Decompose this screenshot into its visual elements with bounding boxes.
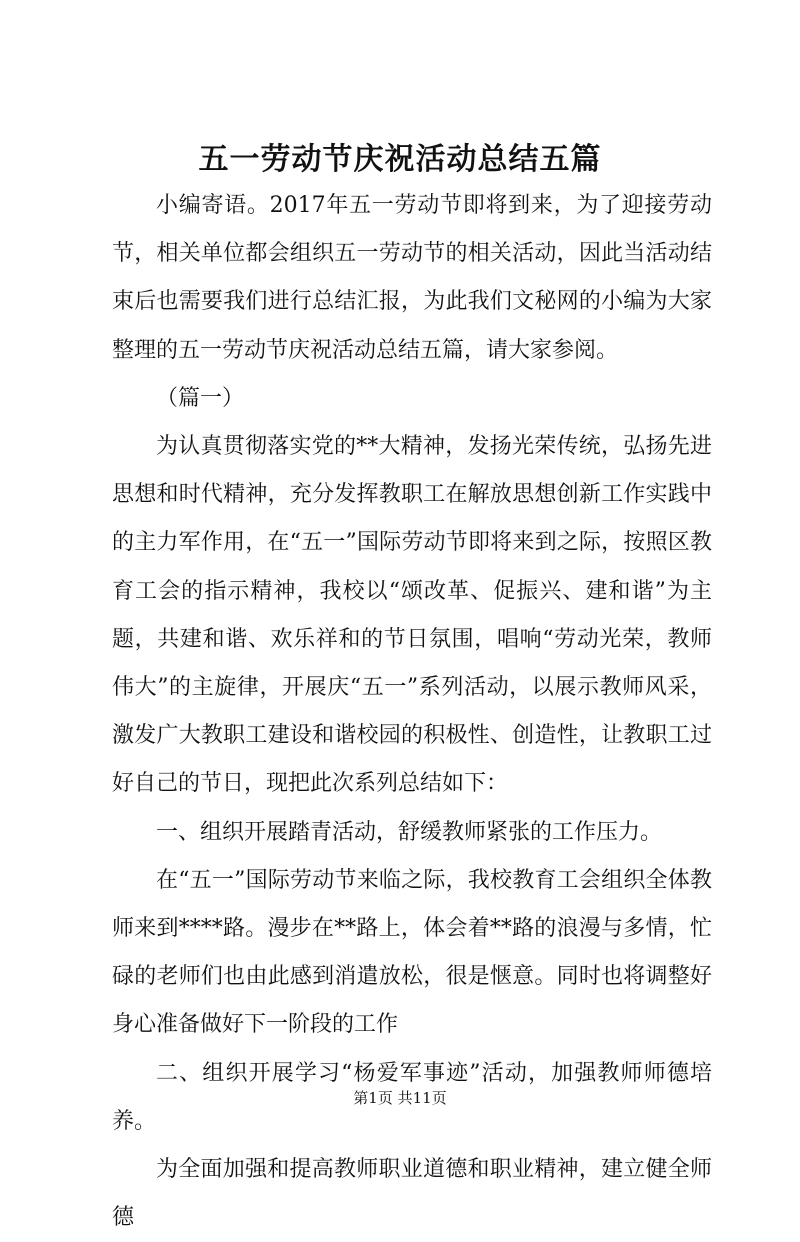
- document-body: [112, 182, 712, 1242]
- heading-item-one: 一、组织开展踏青活动，舒缓教师紧张的工作压力。: [156, 819, 663, 845]
- document-title: 五一劳动节庆祝活动总结五篇: [198, 142, 602, 177]
- paragraph-intro: 小编寄语。2017年五一劳动节即将到来，为了迎接劳动节，相关单位都会组织五一劳动节的相关活动，因此当活动结束后也需要我们进行总结汇报，为此我们文秘网的小编为大家整理的五一劳动节庆祝活动总结五篇，请大家参阅。: [112, 193, 712, 363]
- paragraph-item-two: 为全面加强和提高教师职业道德和职业精神，建立健全师德: [112, 1157, 712, 1231]
- paragraph-background: 为认真贯彻落实党的**大精神，发扬光荣传统，弘扬先进思想和时代精神，充分发挥教职工在解放思想创新工作实践中的主力军作用，在“五一”国际劳动节即将来到之际，按照区教育工会的指示精神，我校以“颂改革、促振兴、建和谐”为主题，共建和谐、欢乐祥和的节日氛围，唱响“劳动光荣，教师伟大”的主旋律，开展庆“五一”系列活动，以展示教师风采，激发广大教职工建设和谐校园的积极性、创造性，让教职工过好自己的节日，现把此次系列总结如下：: [112, 434, 712, 797]
- paragraph-item-one: 在“五一”国际劳动节来临之际，我校教育工会组织全体教师来到****路。漫步在**路上，体会着**路的浪漫与多情，忙碌的老师们也由此感到消遣放松，很是惬意。同时也将调整好身心准备做好下一阶段的工作: [112, 867, 712, 1038]
- page-number-footer: 第1页 共11页: [353, 1089, 447, 1107]
- paragraph-section-label: （篇一）: [156, 385, 245, 411]
- heading-item-two: 二、组织开展学习“杨爱军事迹”活动，加强教师师德培养。: [112, 1060, 712, 1134]
